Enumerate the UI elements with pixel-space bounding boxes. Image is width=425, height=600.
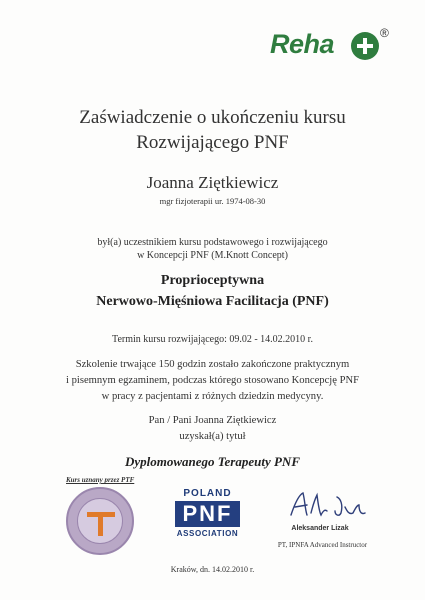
signatory-role: PT, IPNFA Advanced Instructor bbox=[277, 541, 368, 549]
signatory-name: Aleksander Lizak bbox=[291, 525, 349, 532]
course-desc-line3: w pracy z pacjentami z różnych dziedzin medycyny. bbox=[101, 391, 324, 402]
recipient-name: Joanna Ziętkiewicz bbox=[146, 173, 279, 192]
pnf-logo-bottom: ASSOCIATION bbox=[176, 529, 239, 538]
reha-logo-text: Reha bbox=[270, 29, 335, 59]
course-intro-line2: w Koncepcji PNF (M.Knott Concept) bbox=[137, 250, 288, 261]
award-obtained: uzyskał(a) tytuł bbox=[179, 431, 246, 442]
recipient-details: mgr fizjoterapii ur. 1974-08-30 bbox=[159, 196, 266, 206]
course-name-line2: Nerwowo-Mięśniowa Facilitacja (PNF) bbox=[96, 294, 329, 309]
registered-mark: ® bbox=[380, 26, 389, 40]
plus-icon bbox=[351, 32, 379, 60]
award-title: Dyplomowanego Terapeuty PNF bbox=[124, 454, 300, 469]
place-and-date: Kraków, dn. 14.02.2010 r. bbox=[170, 565, 255, 574]
pnf-association-logo bbox=[175, 488, 240, 538]
course-intro-line1: był(a) uczestnikiem kursu podstawowego i rozwijającego bbox=[97, 237, 328, 248]
pnf-logo-top: POLAND bbox=[183, 488, 232, 499]
reha-logo bbox=[270, 28, 400, 68]
ptf-seal-icon bbox=[66, 487, 134, 555]
ptf-seal-inner bbox=[77, 498, 123, 544]
pnf-logo-middle: PNF bbox=[175, 501, 240, 527]
ptf-caption: Kurs uznany przez PTF bbox=[66, 476, 135, 484]
award-recipient: Pan / Pani Joanna Ziętkiewicz bbox=[148, 415, 277, 426]
handwritten-signature bbox=[285, 485, 370, 523]
course-term: Termin kursu rozwijającego: 09.02 - 14.02.2010 r. bbox=[112, 334, 313, 345]
course-name-line1: Proprioceptywna bbox=[160, 273, 265, 288]
certificate-title-line1: Zaświadczenie o ukończeniu kursu bbox=[79, 107, 346, 128]
course-desc-line2: i pisemnym egzaminem, podczas którego stosowano Koncepcję PNF bbox=[65, 375, 360, 386]
course-desc-line1: Szkolenie trwające 150 godzin zostało zakończone praktycznym bbox=[75, 359, 350, 370]
certificate-title-line2: Rozwijającego PNF bbox=[136, 132, 289, 153]
ptf-seal-bar-vertical bbox=[98, 512, 103, 536]
